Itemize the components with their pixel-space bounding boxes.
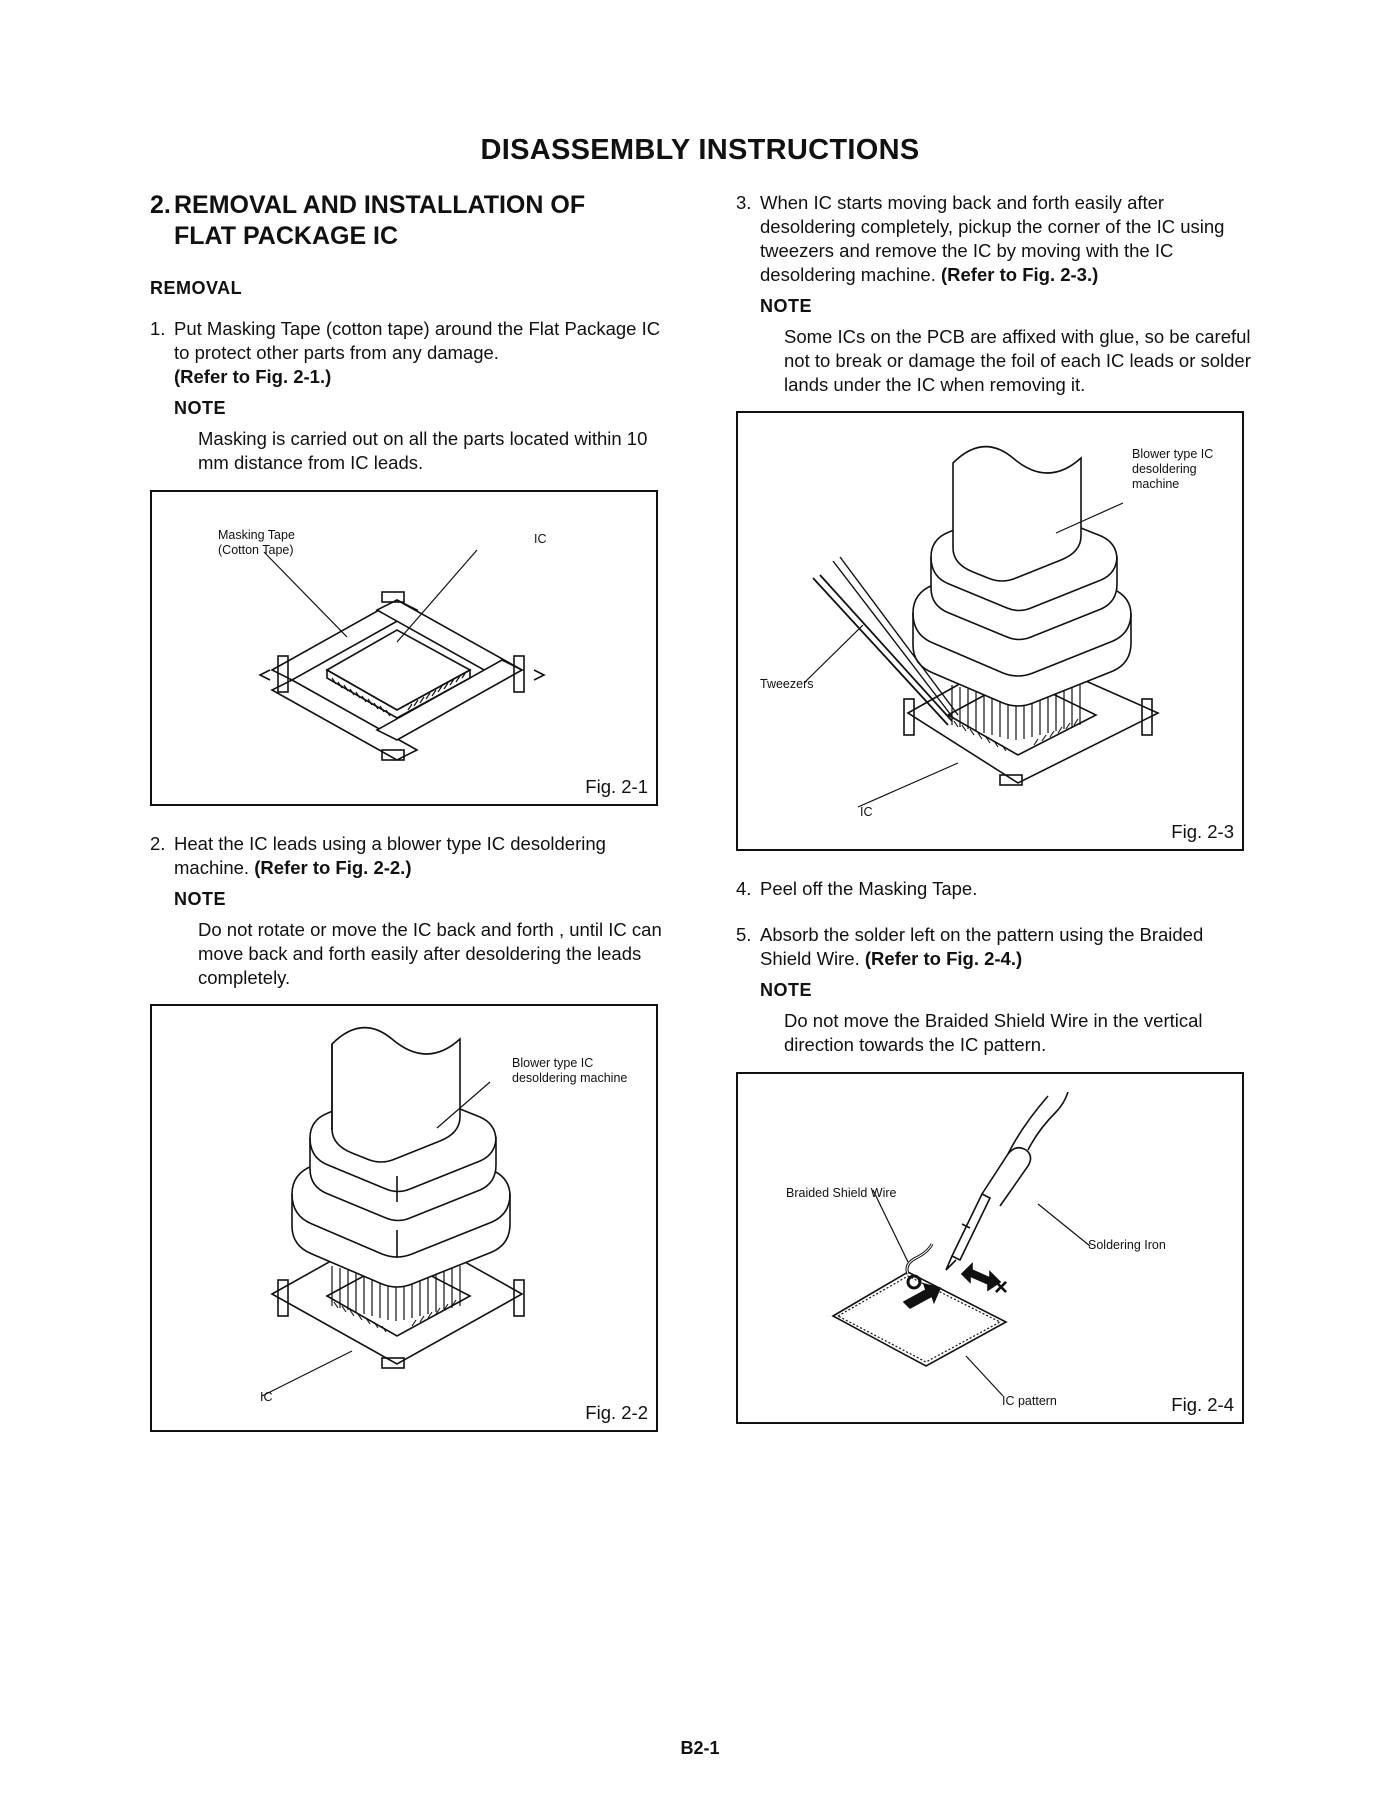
note-label: NOTE bbox=[760, 980, 813, 1000]
page-title: DISASSEMBLY INSTRUCTIONS bbox=[480, 134, 920, 166]
right-column bbox=[736, 191, 1256, 1424]
note-text: Do not move the Braided Shield Wire in the vertical direction towards the IC pattern. bbox=[784, 1010, 1203, 1055]
section-title-line1: REMOVAL AND INSTALLATION OF bbox=[174, 191, 586, 219]
section-number: 2. bbox=[150, 191, 171, 219]
label-blower: Blower type IC desoldering machine bbox=[512, 1056, 628, 1085]
step-4 bbox=[736, 877, 1256, 901]
step-text: Peel off the Masking Tape. bbox=[760, 878, 978, 899]
figure-caption: Fig. 2-1 bbox=[585, 776, 648, 797]
step-text: Absorb the solder left on the pattern using the Braided Shield Wire. bbox=[760, 924, 1204, 969]
label-braided-wire: Braided Shield Wire bbox=[786, 1186, 897, 1200]
step-ref: (Refer to Fig. 2-4.) bbox=[864, 948, 1023, 969]
note-text: Do not rotate or move the IC back and forth , until IC can move back and forth easily after desoldering the leads completely. bbox=[198, 919, 662, 988]
note-text: Masking is carried out on all the parts located within 10 mm distance from IC leads. bbox=[198, 428, 648, 473]
figure-2-4 bbox=[736, 1072, 1244, 1424]
braided-wire-illustration bbox=[738, 1074, 1242, 1422]
note-label: NOTE bbox=[174, 889, 227, 909]
step-number: 3. bbox=[736, 192, 752, 213]
section-title bbox=[150, 190, 670, 252]
left-column bbox=[150, 190, 670, 1432]
figure-2-3 bbox=[736, 411, 1244, 851]
page-number: B2-1 bbox=[680, 1738, 720, 1758]
figure-caption: Fig. 2-2 bbox=[585, 1402, 648, 1423]
note-text: Some ICs on the PCB are affixed with glue, so be careful not to break or damage the foil of each IC leads or solder lands under the IC when removing it. bbox=[784, 326, 1251, 395]
label-soldering-iron: Soldering Iron bbox=[1088, 1238, 1166, 1252]
step-ref: (Refer to Fig. 2-1.) bbox=[174, 366, 332, 387]
step-3 bbox=[736, 191, 1256, 287]
step-ref: (Refer to Fig. 2-3.) bbox=[941, 264, 1099, 285]
label-ic: IC bbox=[534, 532, 547, 546]
step-text: Put Masking Tape (cotton tape) around the Flat Package IC to protect other parts from any damage. bbox=[174, 318, 661, 363]
figure-2-1 bbox=[150, 490, 658, 806]
step-text: Heat the IC leads using a blower type IC desoldering machine. bbox=[174, 833, 606, 878]
label-masking-tape: Masking Tape (Cotton Tape) bbox=[218, 528, 295, 557]
label-tweezers: Tweezers bbox=[760, 677, 814, 691]
step-2 bbox=[150, 832, 670, 880]
figure-2-2 bbox=[150, 1004, 658, 1432]
label-ic: IC bbox=[860, 805, 873, 819]
figure-caption: Fig. 2-3 bbox=[1171, 821, 1234, 842]
figure-caption: Fig. 2-4 bbox=[1171, 1394, 1234, 1415]
label-blower: Blower type IC desoldering machine bbox=[1132, 447, 1214, 491]
step-number: 4. bbox=[736, 878, 752, 899]
step-5 bbox=[736, 923, 1256, 971]
step-number: 1. bbox=[150, 318, 166, 339]
label-ic-pattern: IC pattern bbox=[1002, 1394, 1057, 1408]
step-text: When IC starts moving back and forth easily after desoldering completely, pickup the corner of the IC using tweezers and remove the IC by moving with the IC desoldering machine. bbox=[760, 192, 1225, 285]
removal-heading: REMOVAL bbox=[150, 278, 243, 298]
step-number: 2. bbox=[150, 833, 166, 854]
step-ref: (Refer to Fig. 2-2.) bbox=[254, 857, 412, 878]
note-label: NOTE bbox=[174, 398, 227, 418]
ng-mark-icon: × bbox=[994, 1274, 1009, 1301]
label-ic: IC bbox=[260, 1390, 273, 1404]
step-number: 5. bbox=[736, 924, 752, 945]
step-1 bbox=[150, 317, 670, 389]
note-label: NOTE bbox=[760, 296, 813, 316]
section-title-line2: FLAT PACKAGE IC bbox=[174, 222, 399, 250]
